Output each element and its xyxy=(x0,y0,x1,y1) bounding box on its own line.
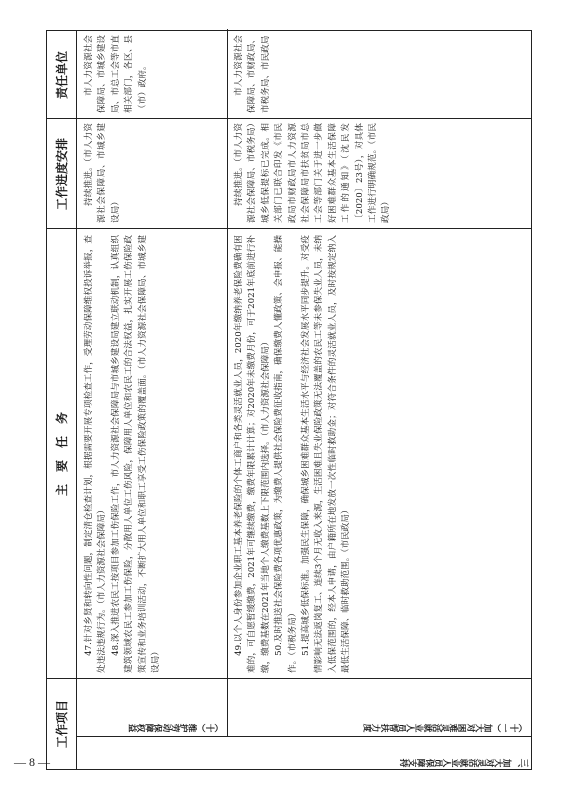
col-divider xyxy=(47,228,531,229)
row-divider xyxy=(227,29,228,737)
section-divider xyxy=(77,736,531,737)
task-paragraph: 50.及时推送社会保险费各项优惠政策，为缴费人提供社会保险费征收指南，确保缴费人懂政策、会申报、能操作。（市税务局） xyxy=(274,235,298,673)
section-label: 三、加大对灵活就业人员保障支持 xyxy=(400,757,529,767)
row-progress: 持续推进。（市人力资源社会保障局、市税务局）城乡低保提标已完成。相关部门已联合印发《市民政局市财政局市人力资源社会保障局市扶贫局市总工会等部门关于进一步做好困难群众基本生活保障工作的通知》（沈民发〔2020〕23号），对具体工作进行明确规范。（市民政局） xyxy=(234,123,392,223)
page-number: — 8 — xyxy=(14,755,50,769)
task-paragraph: 47.针对乡贤和转向性问题，制定清仓检查计划，根据需要开展专项检查工作，受理劳动保障维权投诉举报，查处违法违规行为。（市人力资源社会保障局） xyxy=(84,235,108,673)
row-unit: 市人力资源社会保障局、市城乡建设局、市总工会等市直相关部门，各区、县（市）政府。 xyxy=(84,35,148,113)
row-item-label: （十）维护劳动保障权益 xyxy=(128,722,223,732)
col-divider xyxy=(47,678,531,679)
row-progress: 持续推进。（市人力资源社会保障局、市城乡建设局） xyxy=(84,123,121,223)
task-paragraph: 49.以个人身份参加企业职工基本养老保险的个体工商户和各类灵活就业人员，2020年缴纳养老保险费确有困难的，可自愿暂缓缴费，2021年可继续缴费，缴费年限累计计算；对2020年未缴费月份，可于2021年底前进行补缴，缴费基数在2021年当地个人缴费基数上下限范围内选择。（市人力资源社会保障局） xyxy=(234,235,271,673)
header-progress: 工作进度安排 xyxy=(47,119,77,229)
row-task xyxy=(83,235,163,673)
header-item: 工作项目 xyxy=(47,679,77,769)
header-unit: 责任单位 xyxy=(47,31,77,119)
policy-table xyxy=(46,30,532,770)
task-paragraph: 48.深入推进农民工按项目参加工伤保险工作，市人力资源社会保障局与市城乡建设局建立联动机制，认真组织建筑领域农民工参加工伤保险，分散用人单位工伤风险，保障用人单位和农民工的合法权益，扎实开展工伤保险政策宣传和业务培训活动，不断扩大用人单位和职工享受工伤保险政策的覆盖面。（市人力资源社会保障局、市城乡建设局） xyxy=(110,235,162,673)
header-task: 主 要 任 务 xyxy=(47,229,77,679)
row-unit: 市人力资源社会保障局、市财政局、市税务局、市民政局 xyxy=(234,35,271,113)
col-divider xyxy=(47,118,531,119)
row-task xyxy=(233,235,354,673)
row-item-label: （十一）加大对困难灵活就业人员帮扶力度 xyxy=(363,722,527,732)
task-paragraph: 51.提高城乡低保标准。加强民生保障，确保城乡困难群众基本生活水平与经济社会发展水平同步提升。对受疫情影响无法返岗复工、连续3个月无收入来源，生活困难且失业保险政策无法覆盖的农民工等未参保失业人员，未纳入低保范围的，经本人申请，由户籍所在地发放一次性临时救助金；对符合条件的灵活就业人员，及时按规定纳入最低生活保障、临时救助范围。（市民政局） xyxy=(301,235,352,673)
